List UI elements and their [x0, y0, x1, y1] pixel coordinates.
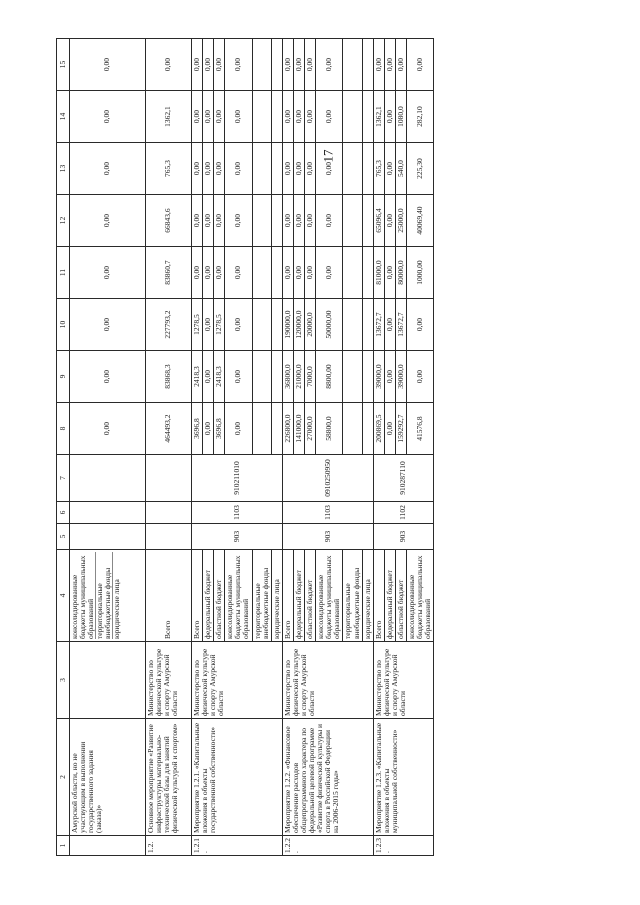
value-cell: 0,00: [305, 195, 316, 247]
value-cell: 0,00: [384, 351, 395, 403]
value-cell: 282,10: [406, 91, 433, 143]
value-cell: 0,00: [305, 91, 316, 143]
value-cell: [271, 91, 282, 143]
value-cell: 83860,7: [146, 247, 192, 299]
value-cell: [343, 247, 362, 299]
value-cell: 83868,3: [146, 351, 192, 403]
value-cell: 0,00: [293, 143, 304, 195]
source-label: юридические лица: [112, 552, 121, 639]
executor: [70, 642, 146, 719]
header-row: [57, 39, 70, 856]
value-cell: 0,00: [316, 143, 343, 195]
value-cell: 0,00: [282, 39, 293, 91]
value-cell: 0,00: [373, 39, 384, 91]
value-cell: 0,00: [305, 247, 316, 299]
grbs-code: 903: [282, 524, 373, 550]
col-header: 7: [57, 455, 70, 502]
value-cell: 3696,8: [214, 403, 225, 455]
csr-code: [70, 455, 146, 502]
value-cell: 0,00: [192, 39, 203, 91]
value-cell: 0,00: [203, 39, 214, 91]
col-header: 6: [57, 502, 70, 524]
measure-name: Основное мероприятие «Развитие инфраструктуры материально-технической базы для занятий физической культурой и спортом»: [146, 719, 192, 836]
funding-source: федеральный бюджет: [203, 550, 214, 642]
value-cell: 0,00: [384, 91, 395, 143]
value-cell: 27000,0: [305, 403, 316, 455]
value-cell: 21000,0: [293, 351, 304, 403]
value-cell: 40069,40: [406, 195, 433, 247]
value-cell: 0,00: [384, 39, 395, 91]
value-cell: 0,00: [70, 143, 146, 195]
value-cell: 159292,7: [395, 403, 406, 455]
value-cell: 1278,5: [214, 299, 225, 351]
value-cell: 0,00: [282, 247, 293, 299]
value-cell: 0,00: [225, 351, 252, 403]
executor: Министерство по физической культуре и спорту Амурской области: [282, 642, 373, 719]
value-cell: 0,00: [395, 39, 406, 91]
value-cell: 0,00: [70, 403, 146, 455]
funding-source: федеральный бюджет: [384, 550, 395, 642]
row-number: 1.2.2.: [282, 836, 373, 856]
funding-source: консолидированные бюджеты муниципальных образований: [406, 550, 433, 642]
value-cell: 2418,3: [214, 351, 225, 403]
col-header: 3: [57, 642, 70, 719]
col-header: 15: [57, 39, 70, 91]
value-cell: 13672,7: [373, 299, 384, 351]
value-cell: [252, 143, 271, 195]
rotated-table-wrapper: [56, 40, 600, 856]
value-cell: 226800,0: [282, 403, 293, 455]
value-cell: 1080,0: [395, 91, 406, 143]
value-cell: [343, 143, 362, 195]
value-cell: [343, 403, 362, 455]
value-cell: 120000,0: [293, 299, 304, 351]
funding-source: Всего: [192, 550, 203, 642]
value-cell: 0,00: [70, 91, 146, 143]
col-header: 10: [57, 299, 70, 351]
value-cell: [271, 351, 282, 403]
value-cell: [271, 143, 282, 195]
row-number: 1.2.1.: [192, 836, 283, 856]
table-row: [192, 39, 203, 856]
value-cell: 0,00: [225, 299, 252, 351]
value-cell: 0,00: [70, 195, 146, 247]
value-cell: 0,00: [305, 39, 316, 91]
value-cell: 765,3: [373, 143, 384, 195]
value-cell: 80000,0: [395, 247, 406, 299]
value-cell: 0,00: [305, 143, 316, 195]
value-cell: [362, 403, 373, 455]
value-cell: 36800,0: [282, 351, 293, 403]
value-cell: 0,00: [203, 91, 214, 143]
value-cell: 540,0: [395, 143, 406, 195]
funding-source: областной бюджет: [214, 550, 225, 642]
value-cell: [252, 39, 271, 91]
col-header: 12: [57, 195, 70, 247]
grbs-code: 903: [373, 524, 434, 550]
row-number: 1.2.: [146, 836, 192, 856]
csr-code: [146, 455, 192, 502]
value-cell: 765,3: [146, 143, 192, 195]
value-cell: 0,00: [384, 403, 395, 455]
row-number: 1.2.3.: [373, 836, 434, 856]
budget-table: [56, 38, 434, 856]
value-cell: [362, 195, 373, 247]
value-cell: 0,00: [214, 91, 225, 143]
funding-source: юридические лица: [362, 550, 373, 642]
value-cell: 0,00: [282, 195, 293, 247]
value-cell: 0,00: [214, 247, 225, 299]
value-cell: 0,00: [316, 39, 343, 91]
grbs-code: [146, 524, 192, 550]
value-cell: 0,00: [316, 91, 343, 143]
value-cell: 39000,0: [373, 351, 384, 403]
value-cell: [252, 403, 271, 455]
value-cell: [362, 91, 373, 143]
col-header: 14: [57, 91, 70, 143]
value-cell: [343, 299, 362, 351]
value-cell: 0,00: [293, 39, 304, 91]
value-cell: 141000,0: [293, 403, 304, 455]
value-cell: 0,00: [225, 195, 252, 247]
value-cell: 0,00: [192, 247, 203, 299]
funding-source: консолидированные бюджеты муниципальных образований: [316, 550, 343, 642]
value-cell: 0,00: [192, 195, 203, 247]
csr-code: 910211010: [192, 455, 283, 502]
value-cell: 227793,2: [146, 299, 192, 351]
value-cell: 0,00: [225, 39, 252, 91]
value-cell: 0,00: [214, 143, 225, 195]
value-cell: 0,00: [225, 403, 252, 455]
grbs-code: 903: [192, 524, 283, 550]
value-cell: 0,00: [70, 247, 146, 299]
value-cell: 39000,0: [395, 351, 406, 403]
value-cell: [343, 39, 362, 91]
funding-sources: [70, 550, 146, 642]
executor: Министерство по физической культуре и спорту Амурской области: [192, 642, 283, 719]
value-cell: 0,00: [203, 351, 214, 403]
value-cell: [271, 39, 282, 91]
funding-source: Всего: [373, 550, 384, 642]
value-cell: 0,00: [384, 195, 395, 247]
funding-source: федеральный бюджет: [293, 550, 304, 642]
value-cell: [271, 299, 282, 351]
table-row: [282, 39, 293, 856]
col-header: 2: [57, 719, 70, 836]
value-cell: 225,30: [406, 143, 433, 195]
value-cell: 0,00: [293, 195, 304, 247]
value-cell: [271, 247, 282, 299]
funding-source: областной бюджет: [305, 550, 316, 642]
rzpr-code: 1102: [373, 502, 434, 524]
value-cell: 0,00: [384, 299, 395, 351]
grbs-code: [70, 524, 146, 550]
value-cell: 81000,0: [373, 247, 384, 299]
col-header: 13: [57, 143, 70, 195]
funding-source: консолидированные бюджеты муниципальных образований: [225, 550, 252, 642]
table-row: [146, 39, 192, 856]
csr-code: 0910250950: [282, 455, 373, 502]
table-row: [373, 39, 384, 856]
value-cell: 0,00: [214, 39, 225, 91]
value-cell: 0,00: [192, 91, 203, 143]
value-cell: 0,00: [225, 143, 252, 195]
value-cell: [271, 403, 282, 455]
funding-source: территориальные внебюджетные фонды: [252, 550, 271, 642]
value-cell: 13672,7: [395, 299, 406, 351]
value-cell: [252, 195, 271, 247]
rzpr-code: [146, 502, 192, 524]
funding-source: областной бюджет: [395, 550, 406, 642]
col-header: 11: [57, 247, 70, 299]
value-cell: 58800,0: [316, 403, 343, 455]
executor: Министерство по физической культуре и спорту Амурской области: [146, 642, 192, 719]
value-cell: 0,00: [406, 299, 433, 351]
value-cell: 0,00: [225, 91, 252, 143]
value-cell: 0,00: [192, 143, 203, 195]
value-cell: [343, 351, 362, 403]
value-cell: 1362,1: [146, 91, 192, 143]
value-cell: 0,00: [70, 299, 146, 351]
measure-name: Амурской области, но не участвующим в выполнении государственного задания (заказа)»: [70, 719, 146, 836]
col-header: 5: [57, 524, 70, 550]
rzpr-code: 1103: [282, 502, 373, 524]
value-cell: [362, 247, 373, 299]
value-cell: 50000,00: [316, 299, 343, 351]
value-cell: 0,00: [203, 143, 214, 195]
value-cell: 0,00: [316, 195, 343, 247]
row-number: [70, 836, 146, 856]
value-cell: 464493,2: [146, 403, 192, 455]
value-cell: [252, 247, 271, 299]
value-cell: 1000,00: [406, 247, 433, 299]
value-cell: 0,00: [203, 247, 214, 299]
value-cell: 25000,0: [395, 195, 406, 247]
value-cell: 66843,6: [146, 195, 192, 247]
value-cell: [362, 299, 373, 351]
value-cell: 41576,8: [406, 403, 433, 455]
value-cell: 8800,00: [316, 351, 343, 403]
value-cell: 0,00: [293, 91, 304, 143]
value-cell: 7000,0: [305, 351, 316, 403]
value-cell: 0,00: [70, 351, 146, 403]
rzpr-code: [70, 502, 146, 524]
value-cell: 0,00: [406, 351, 433, 403]
funding-source: юридические лица: [271, 550, 282, 642]
value-cell: 0,00: [316, 247, 343, 299]
value-cell: [362, 351, 373, 403]
measure-name: Мероприятие 1.2.3. «Капитальные вложения в объекты муниципальной собственности»: [373, 719, 434, 836]
col-header: 1: [57, 836, 70, 856]
value-cell: 0,00: [384, 247, 395, 299]
value-cell: 0,00: [214, 195, 225, 247]
value-cell: 0,00: [146, 39, 192, 91]
measure-name: Мероприятие 1.2.1. «Капитальные вложения в объекты государственной собственности»: [192, 719, 283, 836]
funding-source: территориальные внебюджетные фонды: [343, 550, 362, 642]
value-cell: [362, 39, 373, 91]
value-cell: [271, 195, 282, 247]
value-cell: 0,00: [70, 39, 146, 91]
col-header: 8: [57, 403, 70, 455]
source-label: консолидированные бюджеты муниципальных образований: [70, 555, 96, 639]
value-cell: 0,00: [384, 143, 395, 195]
measure-name: Мероприятие 1.2.2. «Финансовое обеспечение расходов общепрограммного характера по федеральной целевой программе «Развитие физической культуры и спорта в Российской Федерации на 2006-2015 годы»: [282, 719, 373, 836]
value-cell: 1278,5: [192, 299, 203, 351]
value-cell: 0,00: [293, 247, 304, 299]
value-cell: 0,00: [203, 403, 214, 455]
value-cell: 1362,1: [373, 91, 384, 143]
value-cell: 2418,3: [192, 351, 203, 403]
col-header: 9: [57, 351, 70, 403]
page-number: 17: [320, 149, 336, 163]
value-cell: 0,00: [406, 39, 433, 91]
value-cell: [252, 351, 271, 403]
executor: Министерство по физической культуре и спорту Амурской области: [373, 642, 434, 719]
value-cell: 190000,0: [282, 299, 293, 351]
source-label: территориальные внебюджетные фонды: [95, 552, 112, 639]
value-cell: 0,00: [203, 299, 214, 351]
table-row: [70, 39, 146, 856]
value-cell: 0,00: [225, 247, 252, 299]
value-cell: 0,00: [282, 143, 293, 195]
value-cell: 65096,4: [373, 195, 384, 247]
value-cell: 20000,0: [305, 299, 316, 351]
value-cell: [343, 91, 362, 143]
csr-code: 910287110: [373, 455, 434, 502]
value-cell: [362, 143, 373, 195]
rzpr-code: 1103: [192, 502, 283, 524]
value-cell: 200869,5: [373, 403, 384, 455]
value-cell: 0,00: [203, 195, 214, 247]
value-cell: [343, 195, 362, 247]
value-cell: [252, 299, 271, 351]
value-cell: 3696,8: [192, 403, 203, 455]
funding-source: Всего: [146, 550, 192, 642]
value-cell: 0,00: [282, 91, 293, 143]
value-cell: [252, 91, 271, 143]
col-header: 4: [57, 550, 70, 642]
funding-source: Всего: [282, 550, 293, 642]
